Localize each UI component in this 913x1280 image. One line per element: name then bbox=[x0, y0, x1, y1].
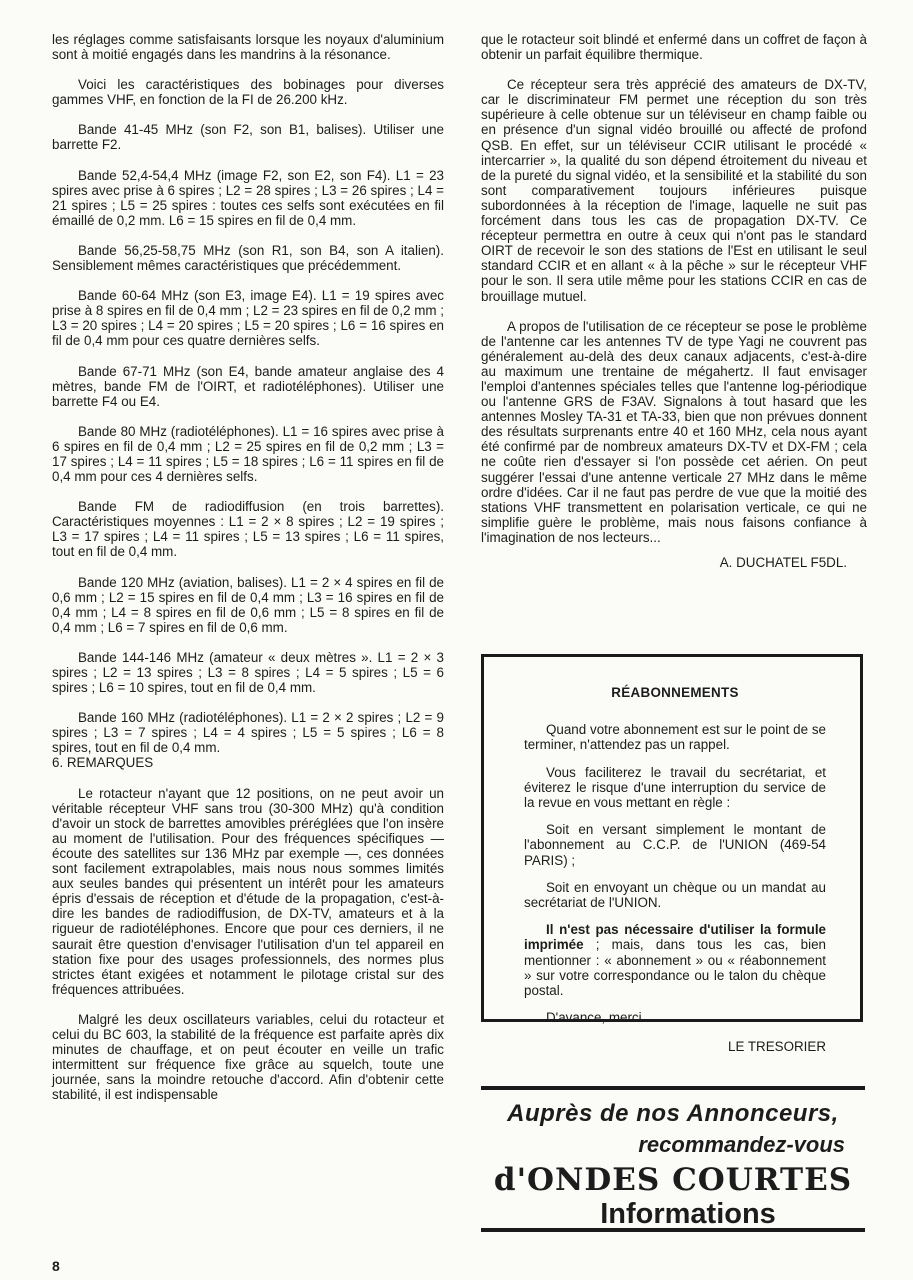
advertisement-banner bbox=[481, 1086, 865, 1232]
paragraph-bande-144-146: Bande 144-146 MHz (amateur « deux mètres ». L1 = 2 × 3 spires ; L2 = 13 spires ; L3 = 8 spires ; L4 = 5 spires ; L5 = 6 spires ; L6 = 10 spires, tout en fil de 0,4 mm. bbox=[52, 649, 444, 696]
right-column bbox=[481, 32, 867, 570]
paragraph-bande-60-64: Bande 60-64 MHz (son E3, image E4). L1 = 19 spires avec prise à 8 spires en fil de 0,4 mm ; L2 = 23 spires en fil de 0,2 mm ; L3 = 20 spires ; L4 = 20 spires ; L5 = 20 spires ; L6 = 16 spires en fil de 0,4 mm pour ces quatre dernières selfs. bbox=[52, 288, 444, 349]
reabonnements-bold-lead: Il n'est pas nécessaire d'utiliser la formule imprimée bbox=[524, 922, 826, 953]
paragraph-continuation: que le rotacteur soit blindé et enfermé dans un coffret de façon à obtenir un parfait équilibre thermique. bbox=[481, 32, 867, 63]
reabonnements-paragraph-3: Soit en versant simplement le montant de l'abonnement au C.C.P. de l'UNION (469-54 PARIS) ; bbox=[524, 822, 826, 868]
paragraph-bande-52-54: Bande 52,4-54,4 MHz (image F2, son E2, son F4). L1 = 23 spires avec prise à 6 spires ; L2 = 28 spires ; L3 = 26 spires ; L4 = 21 spires ; L5 = 25 spires : toutes ces selfs sont exécutées en fil émaillé de 0,2 mm. L6 = 15 spires en fil de 0,4 mm. bbox=[52, 167, 444, 228]
section-heading-remarques: 6. REMARQUES bbox=[52, 755, 154, 771]
paragraph-remarques-2: Malgré les deux oscillateurs variables, celui du rotacteur et celui du BC 603, la stabilité de la fréquence est parfaite après dix minutes de chauffage, et on peut écouter en veille un trafic intermittent sur fréquence fixe grâce au squelch, toute une journée, sans la moindre retouche d'accord. Afin d'obtenir cette stabilité, il est indispensable bbox=[52, 1011, 444, 1103]
paragraph-bande-41-45: Bande 41-45 MHz (son F2, son B1, balises). Utiliser une barrette F2. bbox=[52, 122, 444, 153]
tresorier-signature: LE TRESORIER bbox=[728, 1039, 826, 1055]
page-number: 8 bbox=[52, 1258, 60, 1274]
advert-line-3: d'ONDES COURTES bbox=[493, 1162, 853, 1198]
paragraph-bande-80: Bande 80 MHz (radiotéléphones). L1 = 16 spires avec prise à 6 spires en fil de 0,4 mm ; L2 = 25 spires en fil de 0,2 mm ; L3 = 17 spires ; L4 = 11 spires ; L5 = 18 spires ; L6 = 11 spires en fil de 0,4 mm pour ces 4 dernières selfs. bbox=[52, 423, 444, 485]
paragraph-bande-120: Bande 120 MHz (aviation, balises). L1 = 2 × 4 spires en fil de 0,6 mm ; L2 = 15 spires en fil de 0,4 mm ; L3 = 16 spires en fil de 0,4 mm ; L4 = 8 spires en fil de 0,6 mm ; L5 = 8 spires en fil de 0,4 mm ; L6 = 7 spires en fil de 0,6 mm. bbox=[52, 574, 444, 635]
reabonnements-title: RÉABONNEMENTS bbox=[611, 685, 739, 700]
reabonnements-paragraph-4: Soit en envoyant un chèque ou un mandat au secrétariat de l'UNION. bbox=[524, 879, 826, 911]
advert-line-2: recommandez-vous bbox=[638, 1132, 845, 1157]
paragraph-remarques-1: Le rotacteur n'ayant que 12 positions, on ne peut avoir un véritable récepteur VHF sans trou (30-300 MHz) qu'à condition d'avoir un stock de barrettes amovibles préréglées que l'on insère au moment de l'utilisation. Pour des fréquences spécifiques — écoute des satellites sur 136 MHz par exemple —, ces données sont facilement extrapolables, mais nous nous sommes limités aux seules bandes qui présentent un intérêt pour les amateurs épris d'essais de réception et d'étude de la propagation, c'est-à-dire les bandes de radiodiffusion, de DX-TV, amateurs et à la rigueur de radiotéléphones. Encore que pour ces derniers, il ne saurait être question d'envisager l'utilisation d'un tel appareil en station fixe pour des usages professionnels, des normes plus strictes étant exigées et notamment le pilotage cristal sur des fréquences attribuées. bbox=[52, 785, 444, 997]
advert-line-1: Auprès de nos Annonceurs, bbox=[507, 1100, 839, 1127]
reabonnements-rest: ; mais, dans tous les cas, bien mentionner : « abonnement » ou « réabonnement » sur votre correspondance ou le talon du chèque postal. bbox=[524, 937, 826, 999]
author-signature: A. DUCHATEL F5DL. bbox=[719, 555, 847, 570]
reabonnements-paragraph-2: Vous faciliterez le travail du secrétariat, et éviterez le risque d'une interruption du service de la revue en vous mettant en règle : bbox=[524, 764, 826, 811]
advert-line-4: Informations bbox=[600, 1198, 776, 1230]
paragraph-bande-fm: Bande FM de radiodiffusion (en trois barrettes). Caractéristiques moyennes : L1 = 2 × 8 spires ; L2 = 19 spires ; L3 = 17 spires ; L4 = 11 spires ; L5 = 13 spires ; L6 = 11 spires, tout en fil de 0,4 mm. bbox=[52, 499, 444, 560]
paragraph-bande-67-71: Bande 67-71 MHz (son E4, bande amateur anglaise des 4 mètres, bande FM de l'OIRT, et radiotéléphones). Utiliser une barrette F4 ou E4. bbox=[52, 363, 444, 409]
reabonnements-paragraph-6: D'avance, merci. bbox=[546, 1010, 646, 1026]
paragraph-intro: les réglages comme satisfaisants lorsque les noyaux d'aluminium sont à moitié engagés dans les mandrins à la résonance. bbox=[52, 32, 444, 63]
left-column bbox=[52, 32, 444, 1117]
reabonnements-paragraph-5 bbox=[524, 922, 826, 998]
paragraph-antenne: A propos de l'utilisation de ce récepteur se pose le problème de l'antenne car les antennes TV de type Yagi ne couvrent pas généralement au-delà des deux canaux adjacents, c'est-à-dire au maximum une trentaine de mégahertz. Il faut envisager l'emploi d'antennes spéciales telles que l'antenne log-périodique ou l'antenne GRS de F3AV. Signalons à tout hasard que les antennes Mosley TA-31 et TA-33, bien que non prévues donnent des résultats surprenants entre 40 et 160 MHz, cela nous ayant été confirmé par de nombreux amateurs DX-TV et DX-FM ; cela ne coûte rien d'essayer si l'on possède cet aérien. On peut suggérer l'essai d'une antenne verticale 27 MHz dans le même ordre d'idées. Car il ne faut pas perdre de vue que la moitié des stations VHF transmettent en polarisation verticale, ce qui ne simplifie guère le problème, mais nous faisons confiance à l'imagination de nos lecteurs... bbox=[481, 318, 867, 545]
paragraph-bande-56-58: Bande 56,25-58,75 MHz (son R1, son B4, son A italien). Sensiblement mêmes caractéristiques que précédemment. bbox=[52, 242, 444, 274]
paragraph-dx-tv: Ce récepteur sera très apprécié des amateurs de DX-TV, car le discriminateur FM permet une réception du son très supérieure à celle obtenue sur un téléviseur en champ faible ou en présence d'un signal vidéo brouillé ou affecté de profond QSB. En effet, sur un téléviseur CCIR utilisant le procédé « intercarrier », la qualité du son dépend étroitement du niveau et de la pureté du signal vidéo, et la sensibilité et la stabilité du son sont comparativement toujours inférieures puisque subordonnées à la réception de l'image, laquelle ne suit pas forcément dans tous les cas de propagation DX-TV. Ce récepteur permettra en outre à ceux qui n'ont pas le standard OIRT de recevoir le son des stations de l'Est en utilisant le seul standard CCIR et en allant « à la pêche » sur le récepteur VHF pour le son. Il sera utile même pour les stations CCIR en cas de brouillage mutuel. bbox=[481, 77, 867, 304]
paragraph-caracteristiques: Voici les caractéristiques des bobinages pour diverses gammes VHF, en fonction de la FI de 26.200 kHz. bbox=[52, 77, 444, 108]
reabonnements-paragraph-1: Quand votre abonnement est sur le point de se terminer, n'attendez pas un rappel. bbox=[524, 722, 826, 753]
paragraph-bande-160: Bande 160 MHz (radiotéléphones). L1 = 2 × 2 spires ; L2 = 9 spires ; L3 = 7 spires ; L4 = 4 spires ; L5 = 5 spires ; L6 = 8 spires, tout en fil de 0,4 mm. bbox=[52, 710, 444, 756]
reabonnements-box bbox=[481, 654, 863, 1055]
